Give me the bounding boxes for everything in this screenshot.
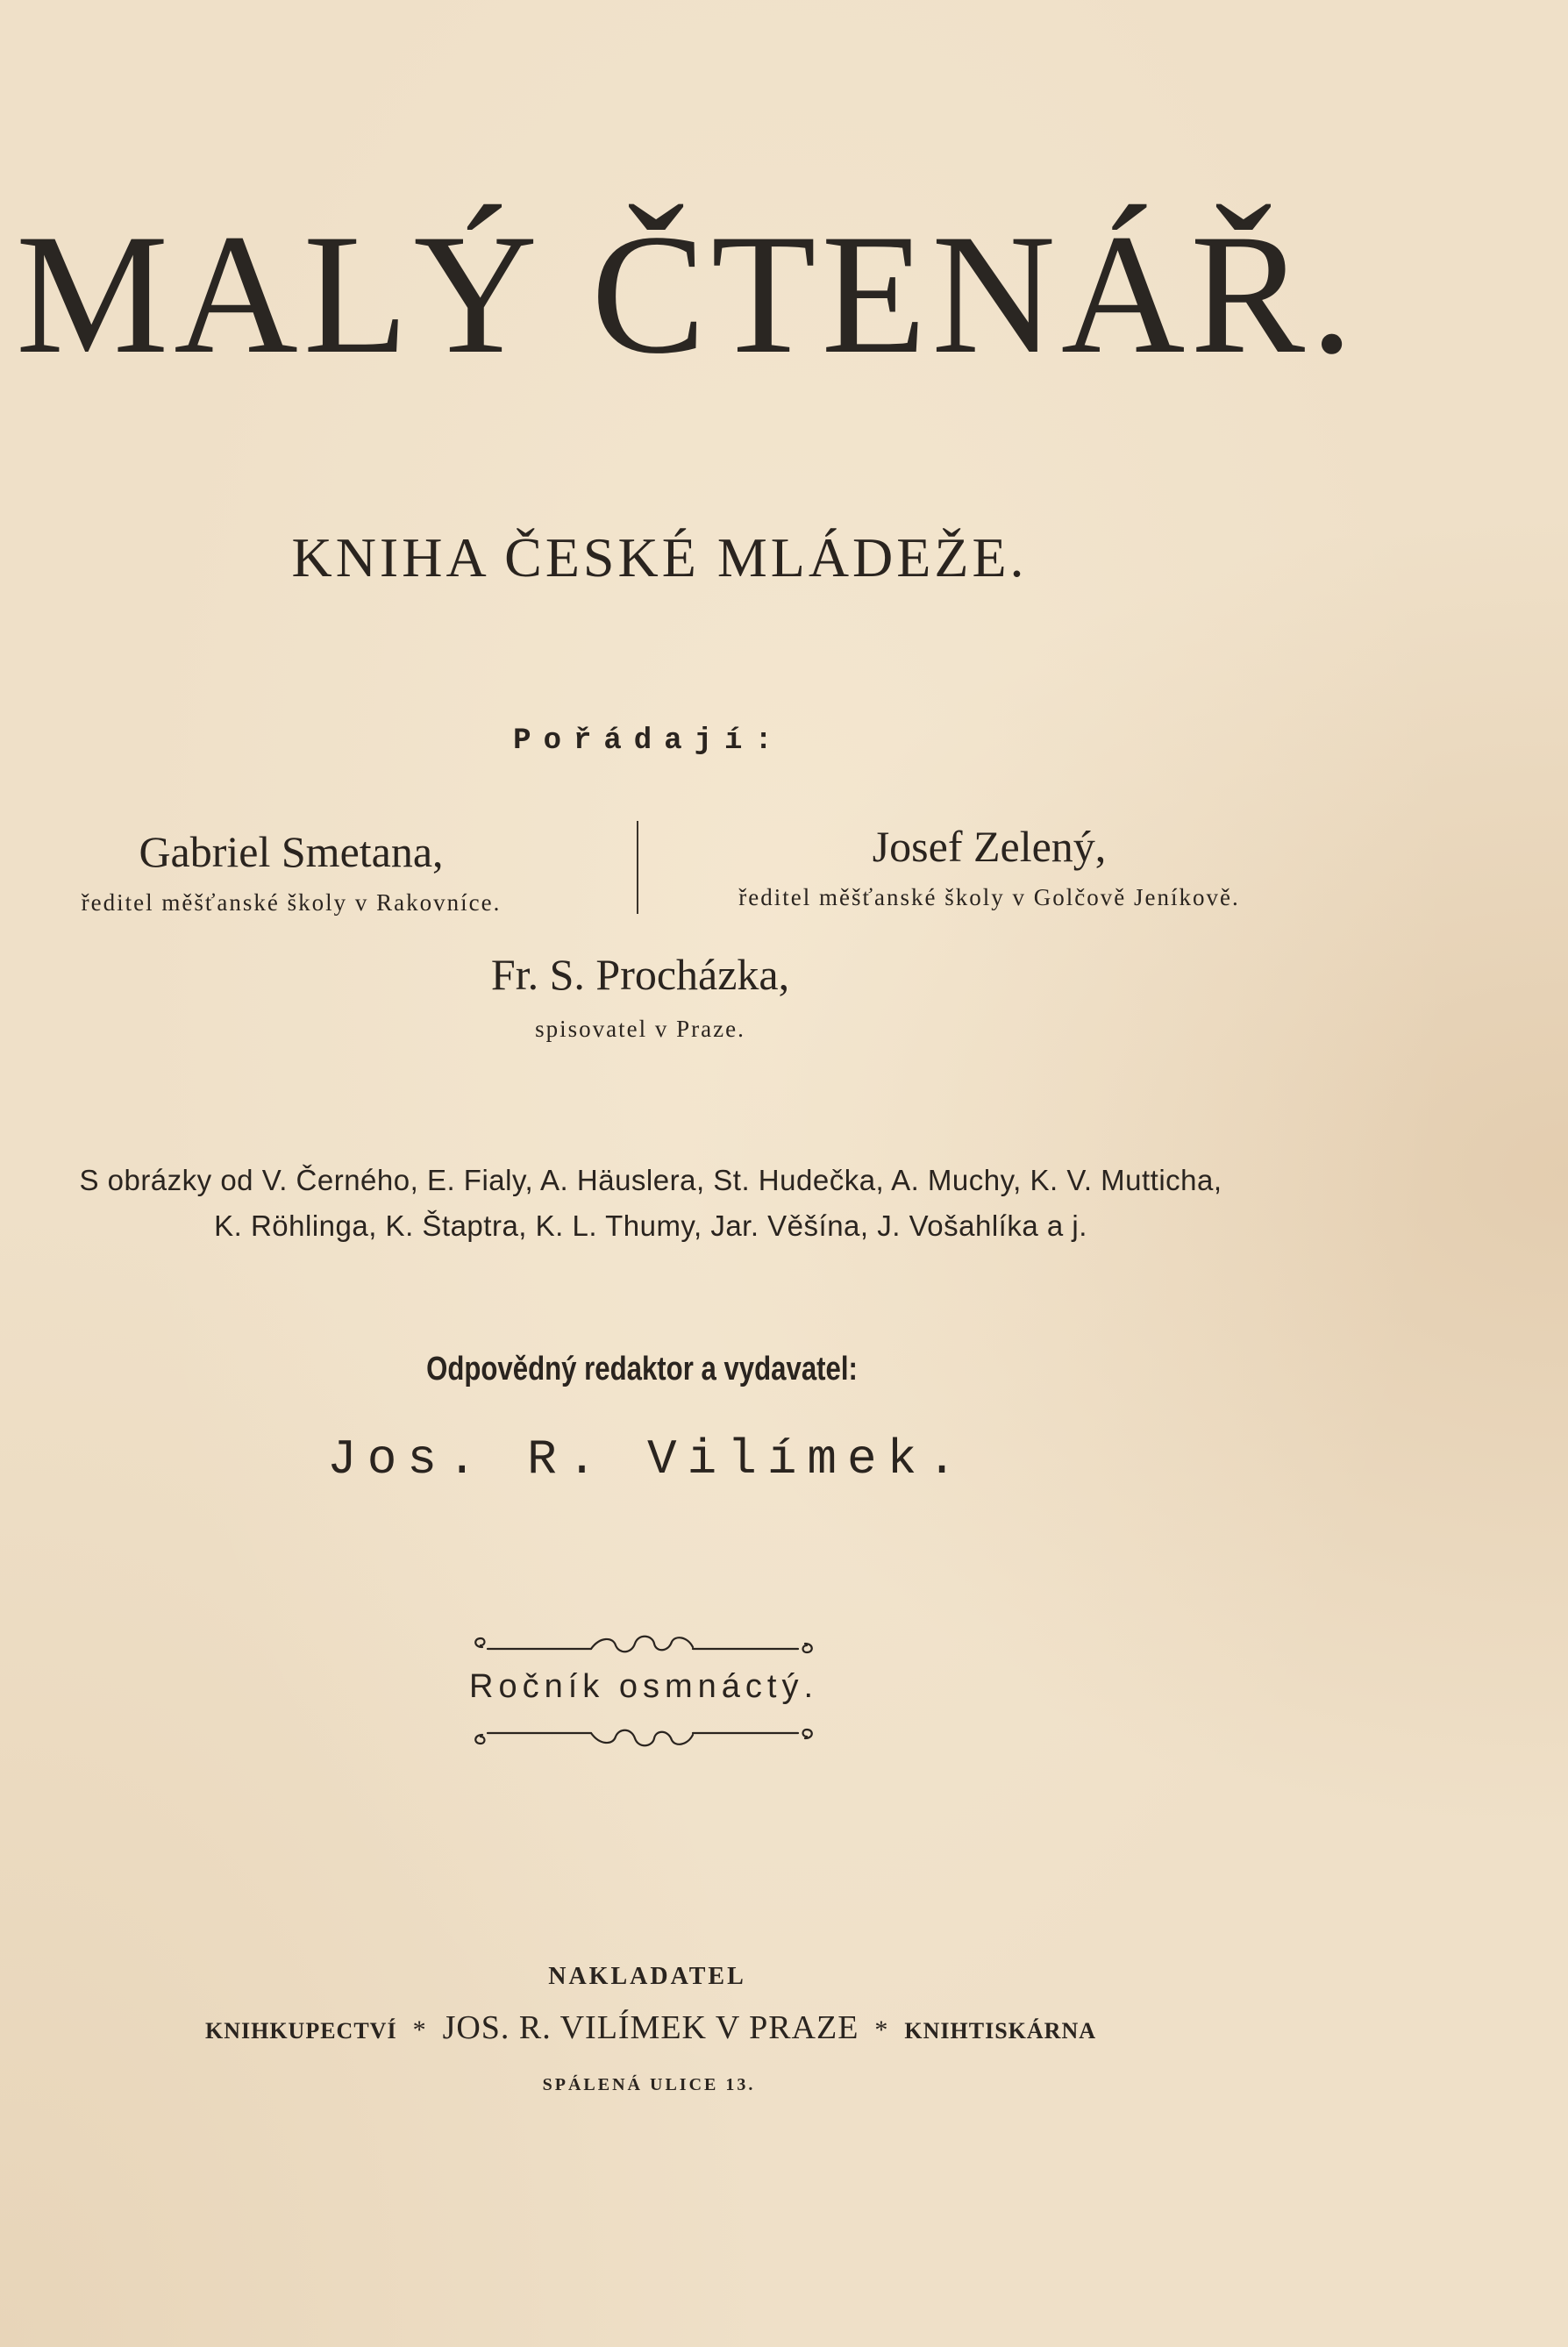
editor-role-smetana: ředitel měšťanské školy v Rakovníce. bbox=[81, 889, 502, 916]
organizers-label: Pořádají: bbox=[513, 724, 785, 758]
imprint-left: KNIHKUPECTVÍ bbox=[204, 2018, 397, 2044]
imprint-line bbox=[205, 2008, 1096, 2047]
editor-name-zeleny: Josef Zelený, bbox=[872, 822, 1107, 871]
flourish-bottom-ornament bbox=[468, 1717, 819, 1752]
editor-name-smetana: Gabriel Smetana, bbox=[139, 827, 444, 876]
illustrators-line-2: K. Röhlinga, K. Štaptra, K. L. Thumy, Jar. Věšína, J. Vošahlíka a j. bbox=[214, 1209, 1087, 1242]
star-separator-right: * bbox=[874, 2015, 889, 2044]
imprint-center: JOS. R. VILÍMEK V PRAZE bbox=[442, 2009, 859, 2046]
publisher-name: Jos. R. Vilímek. bbox=[327, 1431, 967, 1487]
editor-role-prochazka: spisovatel v Praze. bbox=[535, 1016, 745, 1042]
editor-name-prochazka: Fr. S. Procházka, bbox=[490, 950, 790, 999]
imprint-label: NAKLADATEL bbox=[548, 1963, 746, 1990]
subtitle: KNIHA ČESKÉ MLÁDEŽE. bbox=[291, 526, 1028, 589]
illustrators-line-1: S obrázky od V. Černého, E. Fialy, A. Häuslera, St. Hudečka, A. Muchy, K. V. Mutticha, bbox=[79, 1164, 1222, 1196]
imprint-right: KNIHTISKÁRNA bbox=[904, 2018, 1097, 2044]
illustrators-credit bbox=[28, 1158, 1273, 1249]
star-separator-left: * bbox=[412, 2015, 427, 2044]
redactor-label: Odpovědný redaktor a vydavatel: bbox=[426, 1351, 858, 1388]
flourish-top-ornament bbox=[468, 1628, 819, 1663]
imprint-address: SPÁLENÁ ULICE 13. bbox=[542, 2075, 756, 2094]
main-title: MALÝ ČTENÁŘ. bbox=[16, 199, 1359, 389]
column-divider bbox=[637, 821, 638, 914]
editor-role-zeleny: ředitel měšťanské školy v Golčově Jeníkově. bbox=[738, 884, 1240, 910]
volume-label: Ročník osmnáctý. bbox=[469, 1668, 818, 1705]
